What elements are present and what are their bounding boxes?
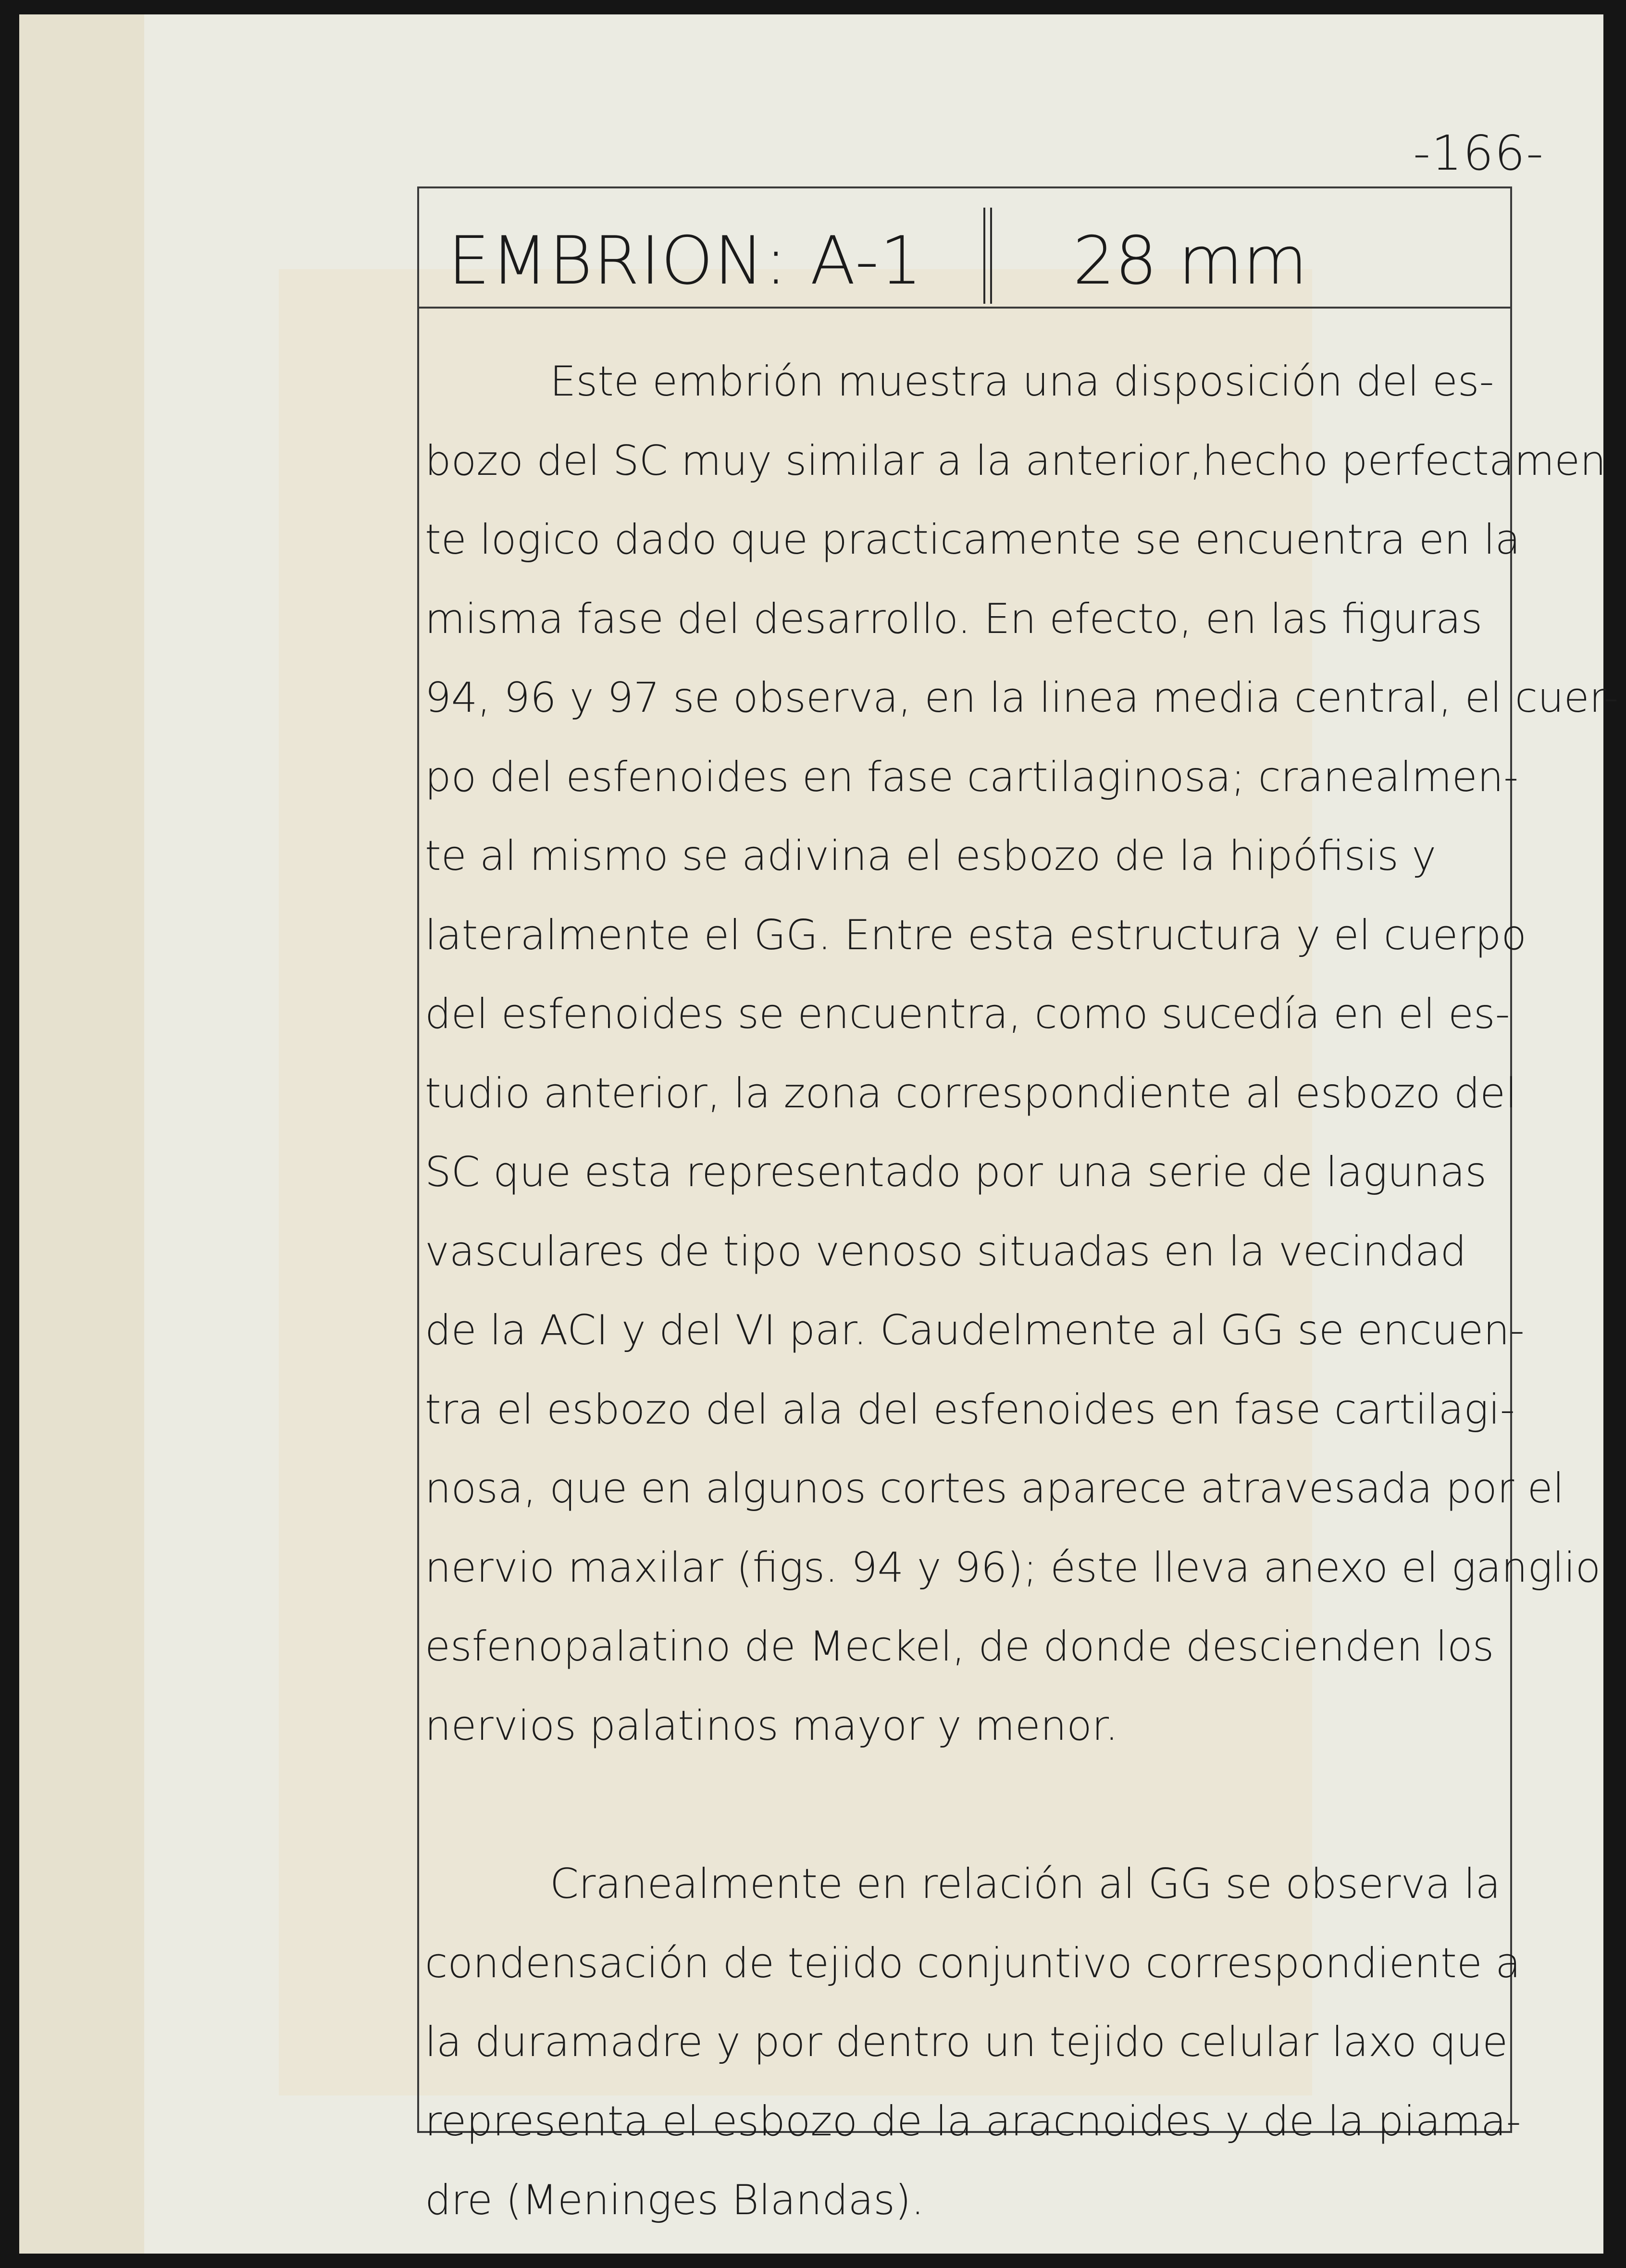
text-line: bozo del SC muy similar a la anterior,hecho perfectamen [425, 436, 1606, 485]
binding-margin [19, 14, 144, 2254]
text-line: Este embrión muestra una disposición del es- [550, 358, 1494, 406]
text-line: te al mismo se adivina el esbozo de la hipófisis y [425, 832, 1437, 880]
text-line: condensación de tejido conjuntivo correspondiente a [425, 1939, 1521, 1987]
paragraph-2 [425, 1845, 1521, 2240]
text-line: nervios palatinos mayor y menor. [425, 1701, 1118, 1750]
text-line: lateralmente el GG. Entre esta estructura y el cuerpo [425, 911, 1527, 959]
text-line: nervio maxilar (figs. 94 y 96); éste lleva anexo el ganglio [425, 1543, 1601, 1592]
embryo-size: 28 mm [1073, 222, 1308, 299]
text-line: te logico dado que practicamente se encuentra en la [425, 516, 1521, 564]
text-line: vasculares de tipo venoso situadas en la vecindad [425, 1227, 1467, 1276]
text-line: dre (Meninges Blandas). [425, 2176, 924, 2224]
text-line: Cranealmente en relación al GG se observa la [550, 1860, 1501, 1908]
text-line: de la ACI y del VI par. Caudelmente al GG se encuen- [425, 1306, 1525, 1354]
text-line: misma fase del desarrollo. En efecto, en las figuras [425, 595, 1483, 643]
text-line: del esfenoides se encuentra, como sucedía en el es- [425, 990, 1510, 1038]
text-line: SC que esta representado por una serie de lagunas [425, 1148, 1487, 1196]
text-line: representa el esbozo de la aracnoides y de la piama- [425, 2097, 1521, 2145]
paragraph-1 [425, 342, 1619, 1765]
text-line: esfenopalatino de Meckel, de donde descienden los [425, 1623, 1494, 1671]
title-header [419, 188, 1510, 309]
text-line: 94, 96 y 97 se observa, en la linea media central, el cuer- [425, 674, 1619, 722]
text-line: la duramadre y por dentro un tejido celular laxo que [425, 2018, 1508, 2066]
text-frame [417, 186, 1619, 2224]
embryo-label: EMBRION: A-1 [448, 222, 923, 299]
page-number: -166- [1413, 125, 1545, 181]
body-text [425, 342, 1619, 2240]
header-divider [983, 208, 992, 304]
text-line: tra el esbozo del ala del esfenoides en fase cartilagi- [425, 1385, 1515, 1434]
text-line: nosa, que en algunos cortes aparece atravesada por el [425, 1464, 1564, 1512]
text-line: po del esfenoides en fase cartilaginosa; cranealmen- [425, 753, 1519, 801]
text-line: tudio anterior, la zona correspondiente al esbozo del [425, 1069, 1517, 1117]
paragraph-gap [425, 1765, 1506, 1845]
document-page [19, 14, 1619, 2254]
